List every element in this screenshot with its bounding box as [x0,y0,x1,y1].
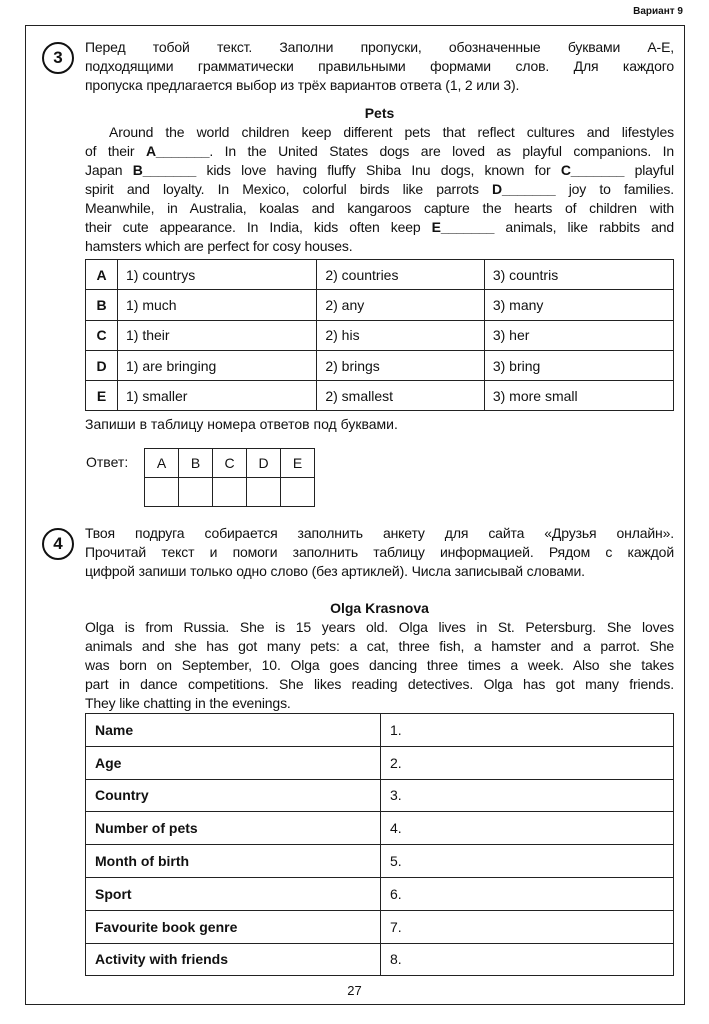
answer-letter: D [247,449,281,478]
info-row [86,746,674,779]
text-segment: kids love having fluffy Shiba Inu dogs, known for [196,162,561,178]
options-table [85,259,674,411]
text-segment: spirit and loyalty. In Mexico, colorful birds like parrots [85,181,493,197]
option-letter: C [86,320,118,350]
text-line [85,237,674,256]
info-label: Sport [86,877,381,910]
info-answer-cell[interactable]: 3. [381,779,674,812]
variant-label: Вариант 9 [633,6,683,17]
text-segment: playful [624,162,674,178]
option-cell: 1) countrys [118,260,317,290]
info-answer-cell[interactable]: 6. [381,877,674,910]
answer-cell[interactable] [281,478,315,507]
option-row [86,290,674,320]
blank-underline: _______ [440,219,495,235]
text-title: Pets [364,105,395,121]
option-cell: 2) smallest [317,381,485,411]
info-label: Activity with friends [86,943,381,976]
option-letter: D [86,350,118,380]
option-row [86,320,674,350]
option-cell: 3) more small [484,381,673,411]
text-line [85,218,674,237]
option-row [86,350,674,380]
info-label: Age [86,746,381,779]
instruction-line: пропуска предлагается выбор из трёх вариантов ответа (1, 2 или 3). [85,77,520,93]
blank-letter: C [560,162,571,178]
blank-E [432,219,495,235]
info-row [86,714,674,747]
info-label: Country [86,779,381,812]
task3-text [85,104,674,256]
task4-text [85,599,674,713]
text-title: Olga Krasnova [330,600,429,616]
blank-letter: B [132,162,143,178]
instruction-line: Перед тобой текст. Заполни пропуски, обозначенные буквами А-Е, [85,39,674,55]
option-cell: 1) their [118,320,317,350]
info-answer-cell[interactable]: 8. [381,943,674,976]
info-answer-cell[interactable]: 7. [381,910,674,943]
answer-letter: B [179,449,213,478]
text-line [85,199,674,218]
option-row [86,381,674,411]
blank-letter: D [492,181,503,197]
answer-letter: E [281,449,315,478]
option-letter: E [86,381,118,411]
info-answer-cell[interactable]: 2. [381,746,674,779]
task3-instruction [85,38,674,95]
answer-cell[interactable] [145,478,179,507]
option-cell: 3) her [484,320,673,350]
option-cell: 3) bring [484,350,673,380]
blank-underline: _______ [502,181,556,197]
option-cell: 3) many [484,290,673,320]
text-line: animals and she has got many pets: a cat, three fish, a hamster and a parrot. She [85,638,674,654]
blank-A [146,143,209,159]
instruction-line: подходящими грамматически правильными формами слов. Для каждого [85,58,674,74]
answer-letter: C [213,449,247,478]
option-letter: A [86,260,118,290]
text-segment: . In the United States dogs are loved as playful companions. In [209,143,674,159]
option-cell: 2) brings [317,350,485,380]
text-line [85,142,674,161]
info-row [86,779,674,812]
info-row [86,910,674,943]
blank-C [561,162,624,178]
page-number: 27 [347,983,362,998]
info-table [85,713,674,976]
text-segment: Japan [85,162,133,178]
text-line: was born on September, 10. Olga goes dancing three times a week. Also she takes [85,657,674,673]
text-segment: hamsters which are perfect for cosy houses. [85,238,353,254]
text-line: They like chatting in the evenings. [85,695,291,711]
text-segment: Meanwhile, in Australia, koalas and kangaroos capture the hearts of children with [85,200,674,216]
info-label: Name [86,714,381,747]
text-segment: animals, like rabbits and [494,219,674,235]
answer-note: Запиши в таблицу номера ответов под буквами. [85,416,398,432]
text-line [85,180,674,199]
task-number-3: 3 [42,42,74,74]
info-label: Favourite book genre [86,910,381,943]
text-line [85,161,674,180]
blank-letter: A [145,143,156,159]
info-row [86,943,674,976]
text-segment: joy to families. [555,181,674,197]
blank-letter: E [431,219,441,235]
info-label: Number of pets [86,812,381,845]
blank-underline: _______ [142,162,197,178]
instruction-line: Прочитай текст и помоги заполнить таблицу информацией. Рядом с каждой [85,544,674,560]
option-row [86,260,674,290]
text-line: part in dance competitions. She likes reading detectives. Olga has got many friends. [85,676,674,692]
answer-cell[interactable] [213,478,247,507]
answer-cell[interactable] [179,478,213,507]
instruction-line: цифрой запиши только одно слово (без артиклей). Числа записывай словами. [85,563,585,579]
option-cell: 2) any [317,290,485,320]
answer-label: Ответ: [86,454,129,470]
task4-instruction [85,524,674,581]
text-line [85,123,674,142]
option-cell: 2) his [317,320,485,350]
info-answer-cell[interactable]: 1. [381,714,674,747]
blank-underline: _______ [570,162,625,178]
info-label: Month of birth [86,845,381,878]
answer-letter: A [145,449,179,478]
info-answer-cell[interactable]: 5. [381,845,674,878]
instruction-line: Твоя подруга собирается заполнить анкету для сайта «Друзья онлайн». [85,525,674,541]
task-number-4: 4 [42,528,74,560]
blank-B [133,162,196,178]
info-answer-cell[interactable]: 4. [381,812,674,845]
blank-underline: _______ [155,143,210,159]
option-cell: 1) much [118,290,317,320]
option-cell: 3) countris [484,260,673,290]
answer-cell[interactable] [247,478,281,507]
option-cell: 1) smaller [118,381,317,411]
text-line: Olga is from Russia. She is 15 years old. Olga lives in St. Petersburg. She loves [85,619,674,635]
info-row [86,877,674,910]
text-segment: of their [85,143,146,159]
text-segment: their cute appearance. In India, kids often keep [85,219,432,235]
option-letter: B [86,290,118,320]
blank-D [492,181,555,197]
info-row [86,845,674,878]
info-row [86,812,674,845]
option-cell: 2) countries [317,260,485,290]
option-cell: 1) are bringing [118,350,317,380]
text-segment: Around the world children keep different pets that reflect cultures and lifestyles [109,124,674,140]
answer-grid [144,448,315,507]
